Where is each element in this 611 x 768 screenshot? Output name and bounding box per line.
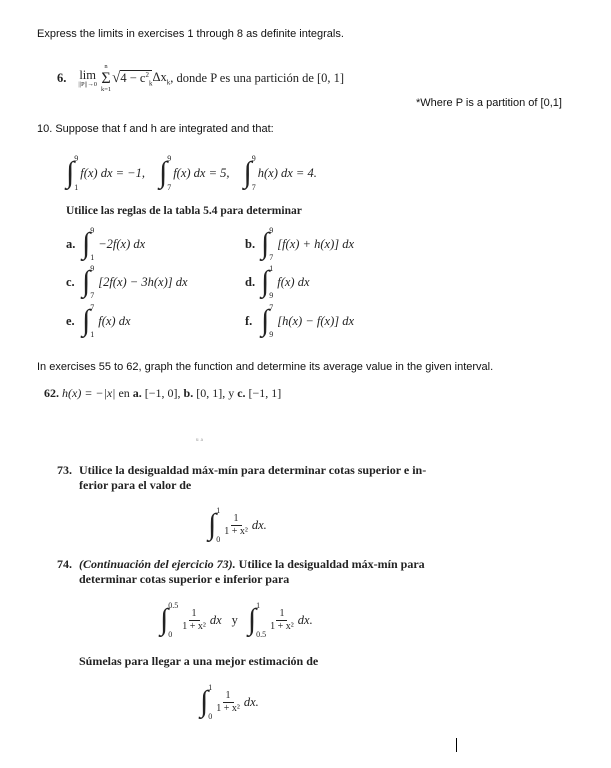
exercise-62-number: 62. — [44, 386, 59, 400]
sum-lower: k=1 — [100, 85, 112, 93]
lower-limit: 1 — [90, 330, 95, 339]
partition-note: *Where P is a partition of [0,1] — [416, 97, 562, 109]
delta-sub: k — [166, 78, 171, 87]
lower-limit: 0.5 — [256, 630, 267, 639]
lower-limit: 0 — [168, 630, 173, 639]
exercise-intro: Express the limits in exercises 1 through 8 as definite integrals. — [37, 28, 344, 40]
part-a — [66, 225, 145, 263]
integral-sign: ∫ — [160, 603, 169, 636]
exercise-62-a: a. — [132, 386, 142, 400]
upper-limit: 1 — [208, 683, 213, 692]
rules-instruction: Utilice las reglas de la tabla 5.4 para determinar — [66, 205, 302, 217]
upper-limit: 0.5 — [168, 601, 179, 610]
upper-limit: 1 — [216, 506, 221, 515]
integral-sign: ∫ — [82, 265, 91, 298]
integral-sign: ∫ — [243, 156, 252, 189]
exercise-74-line1 — [79, 557, 425, 572]
integral-sign: ∫ — [66, 156, 75, 189]
exercise-74-number: 74. — [57, 557, 72, 571]
integrand: [f(x) + h(x)] dx — [277, 236, 355, 251]
lower-limit: 7 — [90, 291, 95, 300]
integrand: [h(x) − f(x)] dx — [277, 313, 355, 328]
fraction-denominator: 1 + x² — [182, 620, 206, 632]
exercise-74-sum-text: Súmelas para llegar a una mejor estimación de — [79, 654, 319, 668]
fraction-denominator: 1 + x² — [216, 702, 240, 714]
fraction-denominator: 1 + x² — [270, 620, 294, 632]
upper-limit: 9 — [251, 154, 256, 163]
part-label: c. — [66, 274, 75, 289]
exercise-73-integral — [208, 505, 267, 545]
upper-limit: 9 — [90, 264, 95, 273]
text-cursor[interactable] — [456, 738, 457, 752]
differential: dx. — [297, 612, 313, 627]
lower-limit: 1 — [74, 183, 79, 192]
exercise-74-line2: determinar cotas superior e inferior para — [79, 572, 290, 586]
integral-sign: ∫ — [200, 685, 209, 718]
fraction-denominator: 1 + x² — [224, 525, 248, 537]
radicand — [120, 70, 152, 88]
part-label: f. — [245, 313, 253, 328]
exercise-62 — [44, 386, 281, 401]
part-label: e. — [66, 313, 75, 328]
conjunction: y — [231, 612, 238, 627]
lower-limit: 0 — [208, 712, 213, 721]
fraction-numerator: 1 — [223, 690, 234, 703]
integrand-fraction — [180, 608, 208, 633]
upper-limit: 1 — [269, 264, 274, 273]
integral-sign: ∫ — [247, 603, 257, 636]
lower-limit: 0 — [216, 535, 221, 544]
upper-limit: 9 — [90, 226, 95, 235]
exercise-62-c-interval: [−1, 1] — [245, 386, 282, 400]
integrand-fraction — [268, 608, 296, 633]
integrand: f(x) dx — [277, 274, 310, 289]
exercise-62-b-interval: [0, 1], y — [193, 386, 238, 400]
exercise-73-line2: ferior para el valor de — [79, 478, 192, 492]
radicand-sup: 2 — [145, 70, 149, 79]
lower-limit: 9 — [269, 330, 274, 339]
part-f — [245, 302, 354, 340]
radicand-sub: k — [148, 79, 153, 88]
exercise-62-b: b. — [183, 386, 194, 400]
integrand: h(x) dx = 4. — [257, 165, 317, 180]
radicand-text: 4 − c — [120, 70, 146, 85]
lower-limit: 7 — [167, 183, 172, 192]
exercise-6-text: , donde P es una partición de [0, 1] — [170, 71, 345, 85]
part-b — [245, 225, 354, 263]
lower-limit: 9 — [269, 291, 274, 300]
integral-sign: ∫ — [82, 304, 91, 337]
integral-sign: ∫ — [82, 227, 91, 260]
integrand-fraction — [222, 513, 250, 538]
integral-sign: ∫ — [158, 156, 168, 189]
scan-mark: ᵘ ᵃ — [196, 436, 203, 445]
part-label: a. — [66, 236, 76, 251]
delta-x — [152, 70, 170, 87]
exercise-74-final-integral — [200, 682, 259, 722]
exercise-6-number: 6. — [57, 71, 67, 85]
integrand: [2f(x) − 3h(x)] dx — [98, 274, 188, 289]
limit-label: lim — [79, 68, 96, 82]
integral-sign: ∫ — [261, 265, 270, 298]
differential: dx — [209, 612, 222, 627]
upper-limit: 1 — [256, 601, 261, 610]
integrand-fraction — [214, 690, 242, 715]
given-integral-3 — [244, 154, 317, 192]
exercise-73-line1: Utilice la desigualdad máx-mín para determinar cotas superior e in- — [79, 463, 427, 477]
given-integral-1 — [66, 154, 145, 192]
upper-limit: 7 — [269, 303, 274, 312]
exercise-10-intro: 10. Suppose that f and h are integrated and that: — [37, 123, 274, 135]
upper-limit: 9 — [74, 154, 79, 163]
lower-limit: 7 — [269, 253, 274, 262]
part-label: d. — [245, 274, 256, 289]
delta-text: Δx — [152, 70, 167, 85]
differential: dx. — [243, 694, 259, 709]
exercise-6 — [57, 64, 344, 93]
integrand: f(x) dx = −1, — [80, 165, 145, 180]
exercise-62-c: c. — [237, 386, 246, 400]
upper-limit: 9 — [167, 154, 172, 163]
sum-upper: n — [104, 63, 108, 70]
exercise-62-a-interval: [−1, 0], — [141, 386, 184, 400]
sqrt-symbol: √ — [112, 70, 121, 86]
limit-subscript: ||P||→0 — [78, 80, 97, 88]
upper-limit: 9 — [269, 226, 274, 235]
sum-symbol: Σ — [101, 69, 111, 87]
integral-sign: ∫ — [208, 508, 217, 541]
average-intro: In exercises 55 to 62, graph the function and determine its average value in the given interval. — [37, 361, 494, 373]
limit-block — [78, 69, 97, 88]
exercise-62-function: h(x) = −|x| — [62, 386, 116, 400]
exercise-73-number: 73. — [57, 463, 72, 477]
integrand: f(x) dx = 5, — [173, 165, 230, 180]
integral-sign: ∫ — [261, 304, 270, 337]
integral-sign: ∫ — [261, 227, 270, 260]
sum-block — [101, 64, 111, 93]
exercise-74-integrals — [160, 600, 313, 640]
upper-limit: 7 — [90, 303, 95, 312]
lower-limit: 7 — [251, 183, 256, 192]
given-integral-2 — [159, 154, 230, 192]
part-d — [245, 263, 310, 301]
exercise-62-text: en — [115, 386, 133, 400]
exercise-74-line1-text: Utilice la desigualdad máx-mín para — [235, 557, 425, 571]
fraction-numerator: 1 — [231, 513, 242, 526]
lower-limit: 1 — [90, 253, 95, 262]
fraction-numerator: 1 — [189, 608, 200, 621]
integrand: f(x) dx — [98, 313, 131, 328]
integrand: −2f(x) dx — [98, 236, 146, 251]
part-c — [66, 263, 188, 301]
part-label: b. — [245, 236, 256, 251]
fraction-numerator: 1 — [276, 608, 287, 621]
differential: dx. — [251, 517, 267, 532]
exercise-74-continuation: (Continuación del ejercicio 73). — [79, 557, 236, 571]
given-integrals — [66, 153, 317, 193]
part-e — [66, 302, 131, 340]
